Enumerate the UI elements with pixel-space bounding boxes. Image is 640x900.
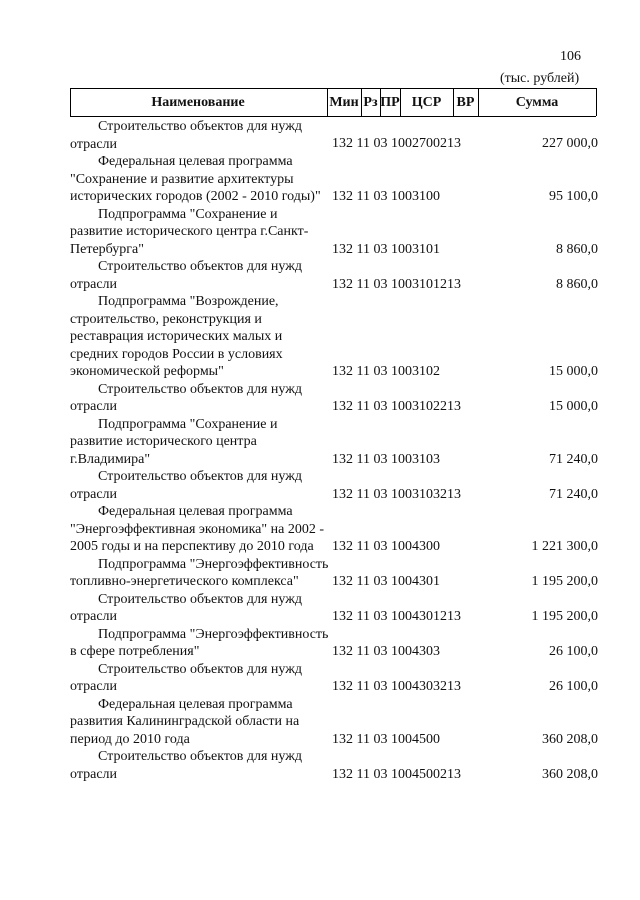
header-min: Мин [329,94,359,110]
row-name: Строительство объектов для нужд отрасли [70,259,303,292]
row-sum: 8 860,0 [556,276,598,292]
row-sum: 360 208,0 [542,766,598,782]
row-codes: 132 11 03 1003102 [332,364,440,379]
row-name: Подпрограмма "Энергоэффективность топливно-энергетического комплекса" [70,556,329,589]
header-pr: ПР [380,94,400,110]
table-row [70,258,598,293]
row-name: Строительство объектов для нужд отрасли [70,469,303,502]
row-sum: 1 221 300,0 [531,539,598,554]
row-sum: 26 100,0 [549,679,598,694]
row-codes: 132 11 03 1004303 [332,644,440,659]
row-codes: 132 11 03 1004500 [332,731,440,747]
table-row [70,381,598,416]
header-name: Наименование [151,94,245,110]
row-sum: 15 000,0 [549,364,598,379]
row-sum: 71 240,0 [549,486,598,502]
row-sum: 26 100,0 [549,644,598,659]
row-name: Федеральная целевая программа "Сохранение и развитие архитектуры исторических городов (2002 - 2010 годы)" [70,154,321,204]
row-codes: 132 11 03 1004303213 [332,679,461,694]
row-codes: 132 11 03 1003103 [332,451,440,467]
row-name: Строительство объектов для нужд отрасли [70,381,303,414]
row-name: Строительство объектов для нужд отрасли [70,661,303,694]
table-header-bottom-rule [70,116,596,117]
row-name: Федеральная целевая программа "Энергоэффективная экономика" на 2002 - 2005 годы и на перспективу до 2010 года [70,504,324,554]
row-codes: 132 11 03 1004301213 [332,609,461,624]
page-number: 106 [560,49,581,64]
header-sum: Сумма [515,94,559,110]
table-row [70,153,598,206]
row-codes: 132 11 03 1004301 [332,574,440,589]
row-codes: 132 11 03 1004300 [332,539,440,554]
header-rz: Рз [363,94,378,110]
row-sum: 1 195 200,0 [531,609,598,624]
row-name: Строительство объектов для нужд отрасли [70,591,303,624]
table-row [70,626,598,661]
row-codes: 132 11 03 1002700213 [332,136,461,151]
row-name: Подпрограмма "Сохранение и развитие исторического центра г.Владимира" [70,416,278,467]
row-codes: 132 11 03 1003101213 [332,276,461,292]
table-row [70,661,598,696]
row-name: Строительство объектов для нужд отрасли [70,119,303,152]
row-codes: 132 11 03 1003101 [332,241,440,257]
row-codes: 132 11 03 1003100 [332,189,440,204]
row-codes: 132 11 03 1003103213 [332,486,461,502]
table-row [70,293,598,381]
row-name: Федеральная целевая программа развития Калининградской области на период до 2010 года [70,696,300,747]
table-row [70,748,598,783]
row-sum: 15 000,0 [549,399,598,414]
table-row [70,118,598,153]
row-sum: 8 860,0 [556,241,598,257]
header-vr: ВР [456,94,475,110]
header-vline-right [596,88,597,116]
row-name: Подпрограмма "Возрождение, строительство, реконструкция и реставрация исторических малых и средних городов России в условиях экономической реформы" [70,294,283,379]
row-name: Строительство объектов для нужд отрасли [70,749,303,782]
header-csr: ЦСР [411,94,442,110]
table-row [70,416,598,469]
table-row [70,206,598,259]
row-codes: 132 11 03 1003102213 [332,399,461,414]
row-sum: 71 240,0 [549,451,598,467]
row-sum: 95 100,0 [549,189,598,204]
table-row [70,468,598,503]
table-row [70,591,598,626]
row-sum: 1 195 200,0 [531,574,598,589]
row-name: Подпрограмма "Сохранение и развитие исторического центра г.Санкт-Петербурга" [70,206,309,257]
row-sum: 360 208,0 [542,731,598,747]
table-row [70,696,598,749]
row-codes: 132 11 03 1004500213 [332,766,461,782]
table-row [70,556,598,591]
row-name: Подпрограмма "Энергоэффективность в сфере потребления" [70,626,329,659]
row-sum: 227 000,0 [542,136,598,151]
units-label: (тыс. рублей) [500,71,580,86]
table-row [70,503,598,556]
table-body [70,118,598,783]
